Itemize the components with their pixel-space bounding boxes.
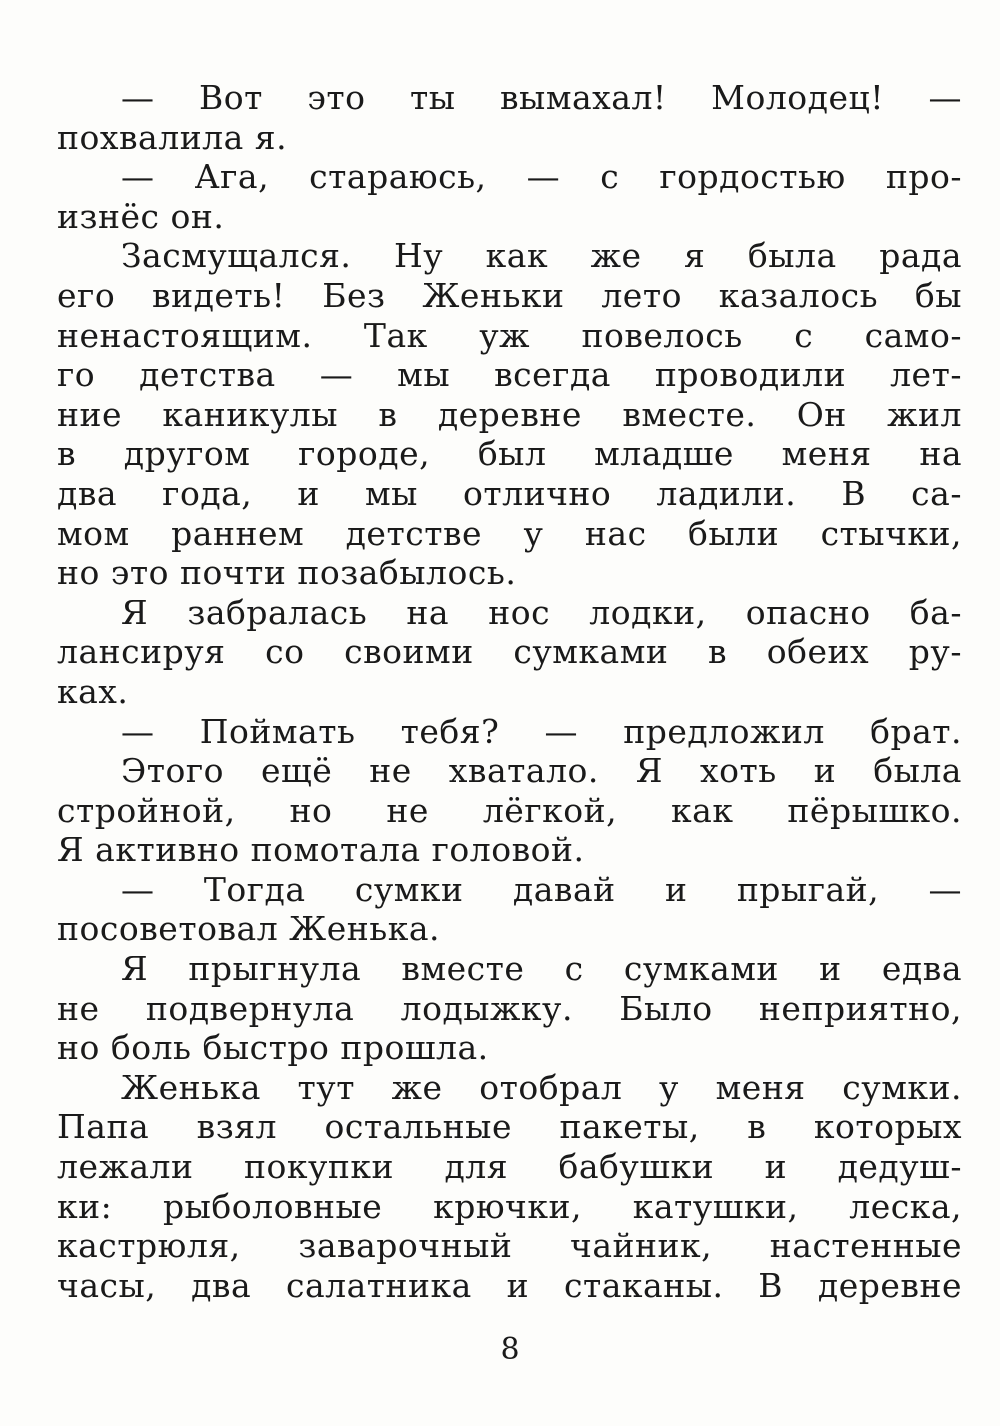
- text-line: Я активно помотала головой.: [57, 830, 585, 870]
- text-line: — Тогда сумки давай и прыгай, —: [121, 869, 962, 909]
- text-line: Я забралась на нос лодки, опасно ба-: [121, 592, 962, 632]
- text-line: стройной, но не лёгкой, как пёрышко.: [57, 790, 962, 830]
- text-line: го детства — мы всегда проводили лет-: [57, 355, 962, 395]
- text-line: его видеть! Без Женьки лето казалось бы: [57, 275, 962, 315]
- text-line: Папа взял остальные пакеты, в которых: [57, 1107, 962, 1147]
- text-line: — Поймать тебя? — предложил брат.: [121, 711, 962, 751]
- page-number: 8: [500, 1332, 520, 1367]
- text-line: — Вот это ты вымахал! Молодец! —: [121, 78, 962, 117]
- text-line: ненастоящим. Так уж повелось с само-: [57, 315, 962, 355]
- text-line: изнёс он.: [57, 196, 225, 236]
- text-line: но боль быстро прошла.: [57, 1028, 489, 1068]
- text-line: похвалила я.: [57, 117, 288, 157]
- text-line: но это почти позабылось.: [57, 553, 517, 593]
- text-line: кастрюля, заварочный чайник, настенные: [57, 1226, 962, 1266]
- text-line: лежали покупки для бабушки и дедуш-: [57, 1147, 962, 1187]
- body-text: [57, 78, 962, 1305]
- text-line: два года, и мы отлично ладили. В са-: [57, 473, 962, 513]
- text-line: посоветовал Женька.: [57, 909, 441, 949]
- text-line: не подвернула лодыжку. Было неприятно,: [57, 988, 962, 1028]
- text-line: мом раннем детстве у нас были стычки,: [57, 513, 962, 553]
- text-line: часы, два салатника и стаканы. В деревне: [57, 1265, 962, 1305]
- text-line: Этого ещё не хватало. Я хоть и была: [121, 751, 962, 791]
- text-line: лансируя со своими сумками в обеих ру-: [57, 632, 962, 672]
- text-line: ках.: [57, 671, 129, 711]
- text-line: в другом городе, был младше меня на: [57, 434, 962, 474]
- text-line: — Ага, стараюсь, — с гордостью про-: [121, 157, 962, 197]
- text-line: Я прыгнула вместе с сумками и едва: [121, 949, 962, 989]
- text-line: ние каникулы в деревне вместе. Он жил: [57, 394, 962, 434]
- text-line: Засмущался. Ну как же я была рада: [121, 236, 962, 276]
- text-line: Женька тут же отобрал у меня сумки.: [121, 1067, 962, 1107]
- text-line: ки: рыболовные крючки, катушки, леска,: [57, 1186, 962, 1226]
